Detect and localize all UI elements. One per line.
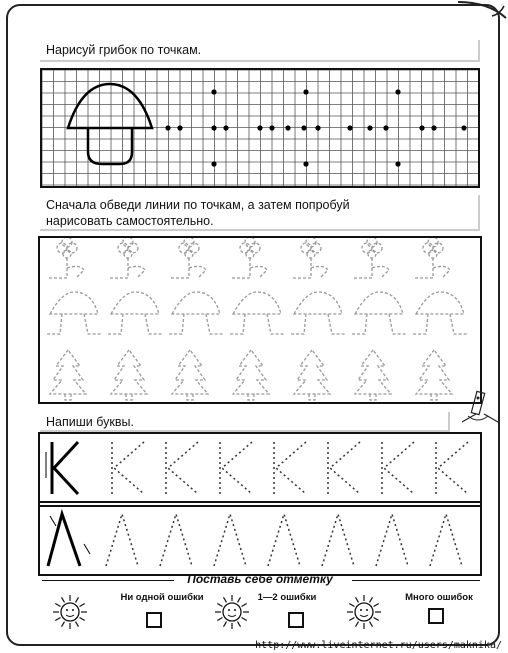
tree-trace-shape[interactable] [355, 350, 391, 400]
mushroom-trace-shape[interactable] [229, 292, 285, 334]
grid-dot[interactable] [223, 125, 228, 130]
mushroom-trace-shape[interactable] [351, 292, 407, 334]
letter-l-trace[interactable] [268, 514, 300, 566]
grade-label-few-errors: 1—2 ошибки [257, 592, 317, 603]
mushroom-trace-shape[interactable] [412, 292, 468, 334]
letter-k-trace[interactable] [166, 442, 198, 494]
task1-instruction: Нарисуй грибок по точкам. [40, 40, 480, 62]
tree-trace-shape[interactable] [294, 350, 330, 400]
watermark-url: http://www.liveinternet.ru/users/maknika/ [255, 640, 502, 651]
letter-k-trace[interactable] [382, 442, 414, 494]
tracing-panel[interactable] [38, 236, 482, 404]
letter-k-trace[interactable] [328, 442, 360, 494]
flower-trace-shape[interactable] [353, 238, 389, 278]
letter-k-example [46, 442, 78, 494]
mushroom-trace-shape[interactable] [290, 292, 346, 334]
letter-k-trace[interactable] [436, 442, 468, 494]
grid-dot[interactable] [367, 125, 372, 130]
tree-trace-shape[interactable] [233, 350, 269, 400]
sun-icon [344, 592, 384, 632]
grade-label-no-errors: Ни одной ошибки [120, 592, 204, 603]
flower-trace-shape[interactable] [231, 238, 267, 278]
dot-grid[interactable] [42, 70, 478, 186]
mushroom-trace-shape[interactable] [46, 292, 102, 334]
letter-k-trace[interactable] [274, 442, 306, 494]
letter-l-trace[interactable] [160, 514, 192, 566]
letter-practice[interactable] [40, 434, 480, 574]
tree-trace-shape[interactable] [172, 350, 208, 400]
flower-trace-shape[interactable] [109, 238, 145, 278]
grade-title: Поставь себе отметку [187, 572, 333, 586]
sun-icon [50, 592, 90, 632]
letter-l-trace[interactable] [322, 514, 354, 566]
tree-trace-shape[interactable] [416, 350, 452, 400]
grid-dot[interactable] [211, 161, 216, 166]
grid-dot[interactable] [269, 125, 274, 130]
grid-dot[interactable] [211, 89, 216, 94]
grade-label-many-errors: Много ошибок [405, 592, 473, 603]
grade-checkbox-many-errors[interactable] [428, 608, 444, 624]
mushroom-trace-shape[interactable] [168, 292, 224, 334]
grid-dot[interactable] [461, 125, 466, 130]
grid-dot[interactable] [303, 161, 308, 166]
mushroom-trace-shape[interactable] [107, 292, 163, 334]
tree-trace-shape[interactable] [50, 350, 86, 400]
letter-k-trace[interactable] [220, 442, 252, 494]
grid-dot[interactable] [303, 89, 308, 94]
grid-dot[interactable] [347, 125, 352, 130]
flower-trace-shape[interactable] [414, 238, 450, 278]
grid-dot[interactable] [165, 125, 170, 130]
grid-dot[interactable] [431, 125, 436, 130]
flower-trace-shape[interactable] [48, 238, 84, 278]
grid-dot[interactable] [419, 125, 424, 130]
grid-dot[interactable] [211, 125, 216, 130]
grade-checkbox-no-errors[interactable] [146, 612, 162, 628]
grid-dot[interactable] [301, 125, 306, 130]
grid-dot[interactable] [177, 125, 182, 130]
grid-dot[interactable] [395, 161, 400, 166]
tracing-shapes[interactable] [40, 238, 480, 402]
task2-instruction: Сначала обведи линии по точкам, а затем попробуй нарисовать самостоятельно. [40, 195, 480, 231]
letter-l-example [48, 514, 90, 566]
task3-instruction: Напиши буквы. [40, 412, 450, 432]
letter-l-trace[interactable] [430, 514, 462, 566]
tree-trace-shape[interactable] [111, 350, 147, 400]
flower-trace-shape[interactable] [170, 238, 206, 278]
grid-dot[interactable] [285, 125, 290, 130]
page-curl-decoration [448, 0, 508, 40]
pencil-character-icon [454, 388, 504, 428]
flower-trace-shape[interactable] [292, 238, 328, 278]
sun-icon [212, 592, 252, 632]
letter-l-trace[interactable] [214, 514, 246, 566]
dot-grid-panel[interactable] [40, 68, 480, 188]
grid-dot[interactable] [383, 125, 388, 130]
grid-dot[interactable] [315, 125, 320, 130]
grid-dot[interactable] [257, 125, 262, 130]
letter-k-trace[interactable] [112, 442, 144, 494]
letter-l-trace[interactable] [376, 514, 408, 566]
letter-l-trace[interactable] [106, 514, 138, 566]
mushroom-example [68, 84, 152, 164]
grid-dot[interactable] [395, 89, 400, 94]
grade-checkbox-few-errors[interactable] [288, 612, 304, 628]
letter-practice-panel[interactable] [38, 432, 482, 576]
